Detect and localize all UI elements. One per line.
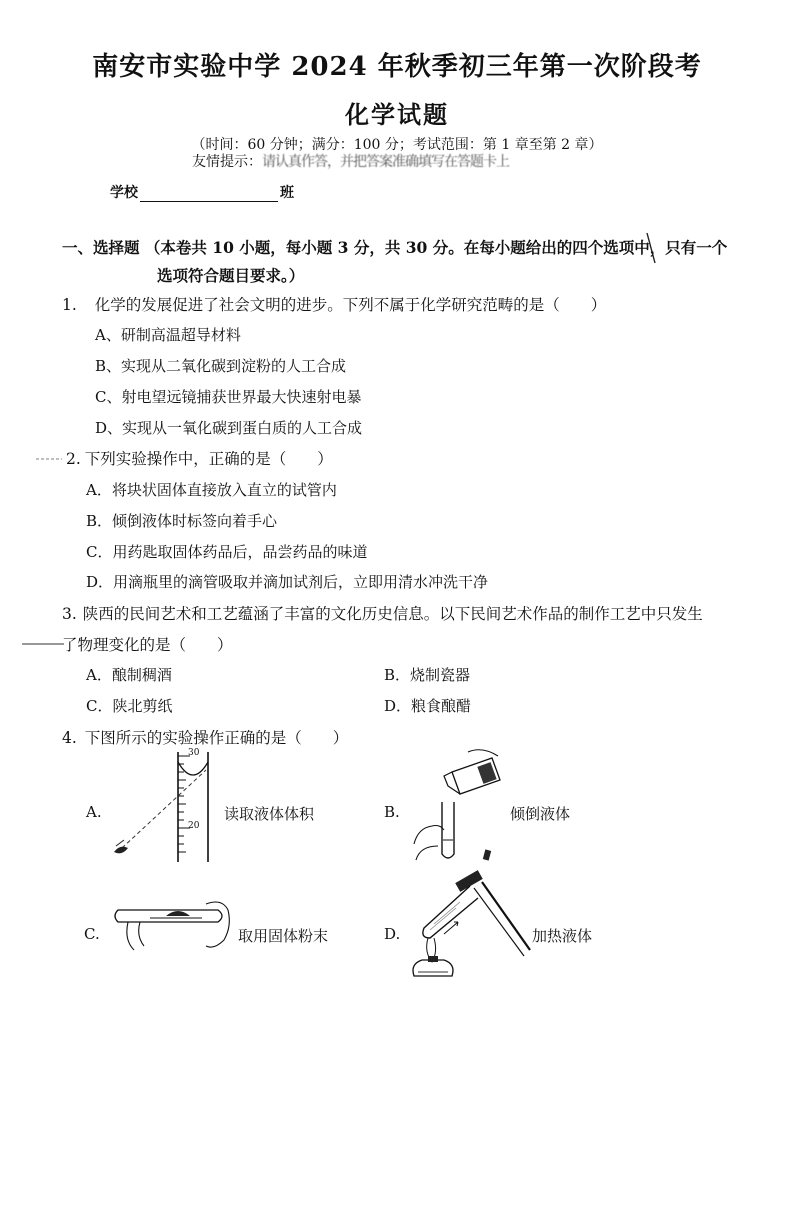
exam-subject: 化学试题: [345, 100, 449, 129]
question-number: 4.: [62, 729, 77, 747]
question-number: 2.: [66, 450, 81, 468]
figure-c-letter: C.: [84, 925, 100, 943]
graduated-cylinder-figure: [110, 748, 230, 868]
question-3-cont: 了物理变化的是（ ）: [62, 636, 233, 654]
option-3d: D．粮食酿醋: [384, 697, 472, 715]
option-2a: A．将块状固体直接放入直立的试管内: [86, 481, 337, 499]
option-1d: D、实现从一氧化碳到蛋白质的人工合成: [95, 419, 363, 437]
scale-label-20: 20: [188, 821, 200, 831]
school-blank[interactable]: [140, 187, 278, 202]
friendly-tip: [192, 151, 509, 171]
question-stem: 下列实验操作中，正确的是（ ）: [84, 450, 333, 468]
margin-line: [22, 642, 66, 646]
option-1b: B、实现从二氧化碳到淀粉的人工合成: [95, 357, 347, 375]
question-stem: 化学的发展促进了社会文明的进步。下列不属于化学研究范畴的是（ ）: [94, 296, 607, 314]
option-2c: C．用药匙取固体药品后，品尝药品的味道: [86, 543, 368, 561]
figure-a-letter: A.: [86, 803, 102, 821]
option-3c: C．陕北剪纸: [86, 697, 173, 715]
question-4: [62, 726, 348, 748]
class-label: 班: [280, 185, 294, 201]
figure-a-caption: 读取液体体积: [224, 805, 315, 823]
question-number: 3.: [62, 605, 77, 623]
school-label: 学校: [110, 185, 138, 201]
tip-text: 请认真作答，并把答案准确填写在答题卡上: [262, 154, 509, 170]
exam-meta: （时间：60 分钟；满分：100 分；考试范围：第 1 章至第 2 章）: [191, 137, 603, 153]
figure-b-letter: B.: [384, 803, 400, 821]
question-2: [66, 447, 333, 469]
scribble-mark: [36, 456, 66, 462]
option-1a: A、研制高温超导材料: [95, 326, 241, 344]
option-1c: C、射电望远镜捕获世界最大快速射电暴: [95, 388, 362, 406]
pouring-liquid-figure: [408, 750, 508, 868]
heating-liquid-figure: [404, 872, 534, 994]
section-heading: 一、选择题 （本卷共 10 小题，每小题 3 分，共 30 分。在每小题给出的四个选项中，只有一个: [62, 238, 728, 257]
scale-label-30: 30: [188, 748, 200, 758]
school-line: [110, 182, 294, 202]
option-3a: A．酿制稠酒: [86, 666, 172, 684]
option-2b: B．倾倒液体时标签向着手心: [86, 512, 278, 530]
question-stem: 下图所示的实验操作正确的是（ ）: [84, 729, 349, 747]
figure-c-caption: 取用固体粉末: [238, 927, 329, 945]
figure-b-caption: 倾倒液体: [510, 805, 571, 823]
question-3: [62, 602, 703, 624]
question-stem: 陕西的民间艺术和工艺蕴涵了丰富的文化历史信息。以下民间艺术作品的制作工艺中只发生: [82, 605, 703, 623]
question-1: [62, 293, 606, 315]
tip-label: 友情提示：: [192, 154, 262, 170]
pen-mark: [646, 232, 658, 266]
question-number: 1.: [62, 296, 77, 314]
option-2d: D．用滴瓶里的滴管吸取并滴加试剂后，立即用清水冲洗干净: [86, 573, 489, 591]
option-3b: B．烧制瓷器: [384, 666, 471, 684]
section-heading-cont: 选项符合题目要求。）: [157, 266, 305, 285]
solid-powder-figure: [110, 896, 235, 958]
figure-d-letter: D.: [384, 925, 401, 943]
figure-d-caption: 加热液体: [532, 927, 593, 945]
exam-title: 南安市实验中学 2024 年秋季初三年第一次阶段考: [92, 52, 702, 82]
